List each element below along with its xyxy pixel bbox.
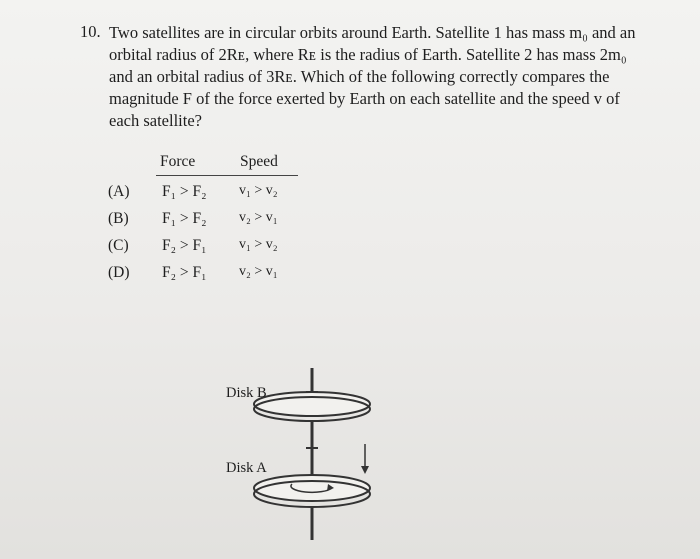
speed-header: Speed — [240, 153, 278, 170]
down-arrow-head — [361, 466, 369, 474]
choice-force: F₁ > F₂ — [162, 210, 207, 227]
header-rule — [156, 175, 298, 176]
question-line: and an orbital radius of 3Rᴇ. Which of the following correctly compares the — [109, 67, 610, 86]
answer-choice-d[interactable] — [108, 264, 328, 286]
choice-speed: v₂ > v₁ — [239, 264, 278, 279]
choice-speed: v₂ > v₁ — [239, 210, 278, 225]
choice-force: F₁ > F₂ — [162, 183, 207, 200]
question-line: Two satellites are in circular orbits around Earth. Satellite 1 has mass m₀ and an — [109, 23, 636, 42]
answer-choice-b[interactable] — [108, 210, 328, 232]
choice-letter: (A) — [108, 183, 130, 200]
question-number: 10. — [80, 22, 101, 41]
force-header: Force — [160, 153, 196, 170]
choice-force: F₂ > F₁ — [162, 264, 207, 281]
choice-letter: (D) — [108, 264, 130, 281]
answer-choice-a[interactable] — [108, 183, 328, 205]
question-line: magnitude F of the force exerted by Earth on each satellite and the speed v of — [109, 89, 620, 108]
choice-letter: (B) — [108, 210, 129, 227]
disk-a — [254, 475, 370, 501]
disk-b-label: Disk B — [226, 385, 267, 401]
answer-choice-c[interactable] — [108, 237, 328, 259]
choice-letter: (C) — [108, 237, 129, 254]
choice-speed: v₁ > v₂ — [239, 237, 278, 252]
question-text — [109, 22, 649, 132]
choice-force: F₂ > F₁ — [162, 237, 207, 254]
question-line: each satellite? — [109, 111, 202, 130]
disk-figure — [210, 360, 400, 550]
question-line: orbital radius of 2Rᴇ, where Rᴇ is the radius of Earth. Satellite 2 has mass 2m₀ — [109, 45, 627, 64]
disk-a-label: Disk A — [226, 460, 267, 476]
choice-speed: v₁ > v₂ — [239, 183, 278, 198]
disk-b — [254, 392, 370, 416]
